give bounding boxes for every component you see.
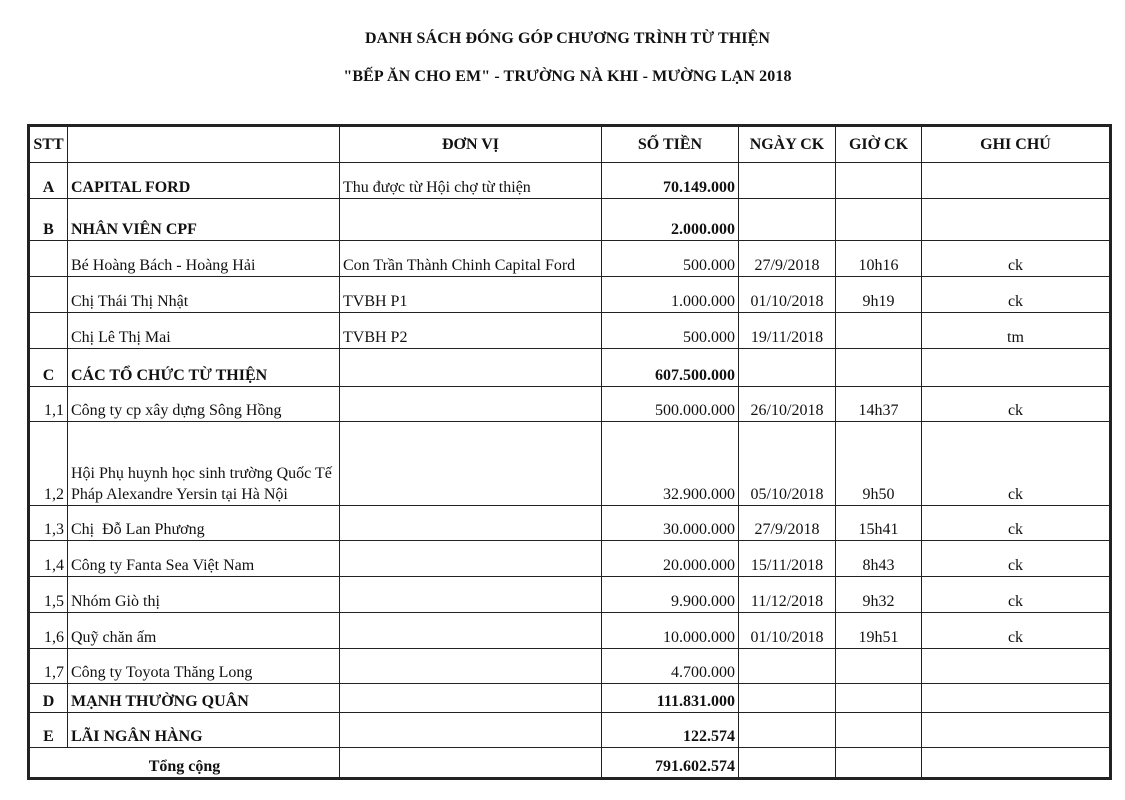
row-date: 27/9/2018 <box>739 241 836 277</box>
table-row-group <box>30 199 1110 241</box>
row-date <box>739 199 836 241</box>
row-time: 9h19 <box>836 277 922 313</box>
row-date: 15/11/2018 <box>739 541 836 577</box>
table-row-group <box>30 684 1110 713</box>
row-unit <box>340 387 602 422</box>
header-date: NGÀY CK <box>739 127 836 163</box>
table-header-row <box>30 127 1110 163</box>
row-note: ck <box>922 506 1110 541</box>
row-unit <box>340 541 602 577</box>
row-amount: 500.000.000 <box>602 387 739 422</box>
row-amount: 9.900.000 <box>602 577 739 613</box>
row-date: 11/12/2018 <box>739 577 836 613</box>
table-row <box>30 541 1110 577</box>
row-note: ck <box>922 613 1110 649</box>
row-date: 05/10/2018 <box>739 422 836 506</box>
row-stt: 1,5 <box>30 577 68 613</box>
table-row <box>30 613 1110 649</box>
row-unit <box>340 422 602 506</box>
table-row <box>30 241 1110 277</box>
row-name: CAPITAL FORD <box>68 163 340 199</box>
row-name: Chị Đỗ Lan Phương <box>68 506 340 541</box>
row-time <box>836 199 922 241</box>
row-name: Chị Thái Thị Nhật <box>68 277 340 313</box>
row-name: Công ty Toyota Thăng Long <box>68 649 340 684</box>
row-note: ck <box>922 387 1110 422</box>
row-note: ck <box>922 422 1110 506</box>
row-time: 10h16 <box>836 241 922 277</box>
row-note <box>922 349 1110 387</box>
row-name: Chị Lê Thị Mai <box>68 313 340 349</box>
table-row-group <box>30 163 1110 199</box>
row-note: ck <box>922 241 1110 277</box>
row-name: Bé Hoàng Bách - Hoàng Hải <box>68 241 340 277</box>
row-time <box>836 713 922 748</box>
total-note-cell <box>922 748 1110 778</box>
row-date: 01/10/2018 <box>739 613 836 649</box>
row-time: 9h32 <box>836 577 922 613</box>
row-note <box>922 684 1110 713</box>
row-note <box>922 163 1110 199</box>
row-date <box>739 713 836 748</box>
row-unit: Thu được từ Hội chợ từ thiện <box>340 163 602 199</box>
row-stt: 1,4 <box>30 541 68 577</box>
row-stt: D <box>30 684 68 713</box>
row-note <box>922 649 1110 684</box>
row-time: 8h43 <box>836 541 922 577</box>
row-stt: 1,7 <box>30 649 68 684</box>
row-note <box>922 713 1110 748</box>
row-stt: B <box>30 199 68 241</box>
row-note <box>922 199 1110 241</box>
row-name: MẠNH THƯỜNG QUÂN <box>68 684 340 713</box>
row-amount: 500.000 <box>602 313 739 349</box>
table-row <box>30 649 1110 684</box>
row-amount: 4.700.000 <box>602 649 739 684</box>
header-note: GHI CHÚ <box>922 127 1110 163</box>
header-name <box>68 127 340 163</box>
header-amount: SỐ TIỀN <box>602 127 739 163</box>
total-label: Tổng cộng <box>30 748 340 778</box>
row-unit: TVBH P2 <box>340 313 602 349</box>
row-note: ck <box>922 277 1110 313</box>
row-stt: C <box>30 349 68 387</box>
table-row <box>30 506 1110 541</box>
row-time <box>836 163 922 199</box>
row-unit <box>340 349 602 387</box>
row-date: 19/11/2018 <box>739 313 836 349</box>
table-row <box>30 313 1110 349</box>
row-stt <box>30 241 68 277</box>
row-amount: 500.000 <box>602 241 739 277</box>
row-unit <box>340 649 602 684</box>
row-time <box>836 349 922 387</box>
header-unit: ĐƠN VỊ <box>340 127 602 163</box>
row-stt: A <box>30 163 68 199</box>
row-unit <box>340 577 602 613</box>
table-row-group <box>30 349 1110 387</box>
row-date <box>739 684 836 713</box>
row-amount: 122.574 <box>602 713 739 748</box>
row-unit <box>340 199 602 241</box>
row-date: 26/10/2018 <box>739 387 836 422</box>
total-unit-cell <box>340 748 602 778</box>
table-row <box>30 422 1110 506</box>
row-time <box>836 649 922 684</box>
document-subtitle: "BẾP ĂN CHO EM" - TRƯỜNG NÀ KHI - MƯỜNG LẠN 2018 <box>343 68 792 85</box>
row-stt <box>30 313 68 349</box>
row-name: Nhóm Giò thị <box>68 577 340 613</box>
row-amount: 70.149.000 <box>602 163 739 199</box>
row-amount: 2.000.000 <box>602 199 739 241</box>
row-unit: TVBH P1 <box>340 277 602 313</box>
table-row-group <box>30 713 1110 748</box>
row-time: 14h37 <box>836 387 922 422</box>
row-name: Công ty cp xây dựng Sông Hồng <box>68 387 340 422</box>
total-amount: 791.602.574 <box>602 748 739 778</box>
row-time <box>836 313 922 349</box>
row-unit: Con Trần Thành Chinh Capital Ford <box>340 241 602 277</box>
row-name: CÁC TỔ CHỨC TỪ THIỆN <box>68 349 340 387</box>
row-note: ck <box>922 541 1110 577</box>
row-unit <box>340 506 602 541</box>
row-name: Công ty Fanta Sea Việt Nam <box>68 541 340 577</box>
row-name: Quỹ chăn ấm <box>68 613 340 649</box>
total-date-cell <box>739 748 836 778</box>
row-date <box>739 163 836 199</box>
row-amount: 1.000.000 <box>602 277 739 313</box>
row-name: NHÂN VIÊN CPF <box>68 199 340 241</box>
row-date: 01/10/2018 <box>739 277 836 313</box>
row-stt: 1,2 <box>30 422 68 506</box>
row-amount: 30.000.000 <box>602 506 739 541</box>
row-amount: 111.831.000 <box>602 684 739 713</box>
row-unit <box>340 713 602 748</box>
row-stt <box>30 277 68 313</box>
row-amount: 10.000.000 <box>602 613 739 649</box>
row-stt: 1,6 <box>30 613 68 649</box>
table-row <box>30 387 1110 422</box>
row-time <box>836 684 922 713</box>
row-amount: 607.500.000 <box>602 349 739 387</box>
header-time: GIỜ CK <box>836 127 922 163</box>
row-date <box>739 349 836 387</box>
total-time-cell <box>836 748 922 778</box>
row-note: tm <box>922 313 1110 349</box>
row-name: Hội Phụ huynh học sinh trường Quốc Tế Pháp Alexandre Yersin tại Hà Nội <box>68 422 340 506</box>
row-unit <box>340 684 602 713</box>
row-stt: E <box>30 713 68 748</box>
table-row <box>30 277 1110 313</box>
row-amount: 32.900.000 <box>602 422 739 506</box>
donation-table <box>29 126 1110 778</box>
document-title: DANH SÁCH ĐÓNG GÓP CHƯƠNG TRÌNH TỪ THIỆN <box>364 30 771 47</box>
row-note: ck <box>922 577 1110 613</box>
row-time: 9h50 <box>836 422 922 506</box>
row-time: 15h41 <box>836 506 922 541</box>
row-date <box>739 649 836 684</box>
row-stt: 1,1 <box>30 387 68 422</box>
row-name: LÃI NGÂN HÀNG <box>68 713 340 748</box>
table-row <box>30 577 1110 613</box>
row-time: 19h51 <box>836 613 922 649</box>
row-unit <box>340 613 602 649</box>
header-stt: STT <box>30 127 68 163</box>
total-row <box>30 748 1110 778</box>
row-stt: 1,3 <box>30 506 68 541</box>
row-amount: 20.000.000 <box>602 541 739 577</box>
row-date: 27/9/2018 <box>739 506 836 541</box>
